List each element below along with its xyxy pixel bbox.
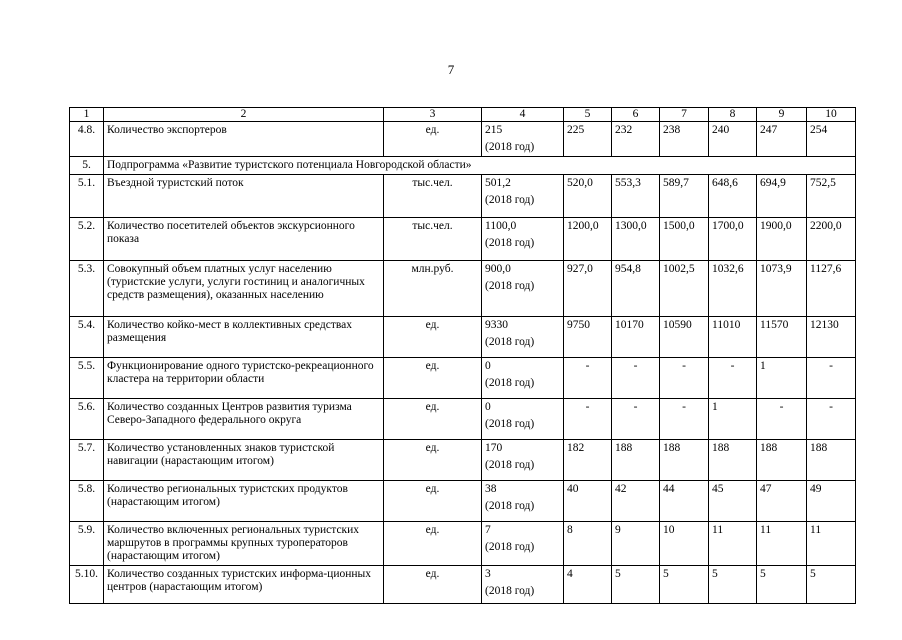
value-cell: 5 [612,566,660,604]
base-year: (2018 год) [485,140,535,153]
indicator-name: Въездной туристский поток [104,175,384,218]
value-cell: 247 [757,122,807,157]
table-row [70,481,856,522]
value-cell: 10 [660,522,709,566]
row-number: 4.8. [70,122,104,157]
base-value: 0 [485,360,491,372]
indicators-table [69,107,856,604]
value-cell: 694,9 [757,175,807,218]
base-year: (2018 год) [485,540,535,553]
base-value-cell [482,399,564,440]
value-cell: 553,3 [612,175,660,218]
column-header: 9 [757,108,807,122]
row-number: 5.5. [70,358,104,399]
value-cell: 11010 [709,317,757,358]
value-cell: 520,0 [564,175,612,218]
value-cell: 9 [612,522,660,566]
value-cell: - [660,399,709,440]
base-value: 38 [485,483,497,495]
base-value-cell [482,358,564,399]
table-row [70,358,856,399]
value-cell: 1900,0 [757,218,807,261]
value-cell: 1002,5 [660,261,709,317]
value-cell: 188 [612,440,660,481]
value-cell: 1073,9 [757,261,807,317]
base-year: (2018 год) [485,335,535,348]
value-cell: 1 [709,399,757,440]
base-value-cell [482,440,564,481]
value-cell: 240 [709,122,757,157]
column-header: 3 [384,108,482,122]
indicator-name: Количество посетителей объектов экскурсионного показа [104,218,384,261]
value-cell: 47 [757,481,807,522]
base-year: (2018 год) [485,458,535,471]
base-year: (2018 год) [485,193,535,206]
value-cell: 2200,0 [807,218,856,261]
base-value-cell [482,522,564,566]
base-value-cell [482,175,564,218]
base-value-cell [482,261,564,317]
value-cell: 1200,0 [564,218,612,261]
value-cell: 10590 [660,317,709,358]
base-value-cell [482,566,564,604]
base-value: 900,0 [485,263,511,275]
value-cell: - [709,358,757,399]
table-row [70,261,856,317]
base-value: 7 [485,524,491,536]
value-cell: 9750 [564,317,612,358]
indicator-name: Количество установленных знаков туристской навигации (нарастающим итогом) [104,440,384,481]
table-row [70,566,856,604]
value-cell: 648,6 [709,175,757,218]
indicator-name: Совокупный объем платных услуг населению (туристские услуги, услуги гостиниц и аналогичных средств размещения), оказанных населению [104,261,384,317]
value-cell: 225 [564,122,612,157]
unit-cell: тыс.чел. [384,218,482,261]
base-value: 501,2 [485,177,511,189]
unit-cell: ед. [384,481,482,522]
value-cell: 1032,6 [709,261,757,317]
base-value: 0 [485,401,491,413]
base-year: (2018 год) [485,236,535,249]
value-cell: - [564,399,612,440]
unit-cell: млн.руб. [384,261,482,317]
column-header: 6 [612,108,660,122]
row-number: 5.8. [70,481,104,522]
value-cell: 752,5 [807,175,856,218]
value-cell: 188 [807,440,856,481]
value-cell: 188 [660,440,709,481]
row-number: 5.7. [70,440,104,481]
table-row [70,218,856,261]
unit-cell: ед. [384,440,482,481]
base-value: 9330 [485,319,508,331]
column-header: 10 [807,108,856,122]
value-cell: 49 [807,481,856,522]
base-value: 3 [485,568,491,580]
base-value: 170 [485,442,503,454]
page-number: 7 [447,62,455,77]
value-cell: 188 [757,440,807,481]
value-cell: 11 [709,522,757,566]
value-cell: - [807,399,856,440]
table-row [70,175,856,218]
value-cell: - [757,399,807,440]
base-value: 215 [485,124,503,136]
indicator-name: Функционирование одного туристско-рекреационного кластера на территории области [104,358,384,399]
base-year: (2018 год) [485,584,535,597]
table-row [70,440,856,481]
value-cell: 40 [564,481,612,522]
value-cell: 5 [807,566,856,604]
row-number: 5.3. [70,261,104,317]
value-cell: 11 [757,522,807,566]
value-cell: 954,8 [612,261,660,317]
row-number: 5.4. [70,317,104,358]
value-cell: 5 [757,566,807,604]
value-cell: 238 [660,122,709,157]
value-cell: 4 [564,566,612,604]
table-row [70,122,856,157]
value-cell: 1700,0 [709,218,757,261]
value-cell: 1 [757,358,807,399]
base-year: (2018 год) [485,499,535,512]
value-cell: 1127,6 [807,261,856,317]
section-title: Подпрограмма «Развитие туристского потенциала Новгородской области» [104,157,856,175]
unit-cell: ед. [384,122,482,157]
base-value-cell [482,317,564,358]
row-number: 5.2. [70,218,104,261]
row-number: 5.10. [70,566,104,604]
row-number: 5.1. [70,175,104,218]
unit-cell: ед. [384,566,482,604]
base-year: (2018 год) [485,279,535,292]
value-cell: 10170 [612,317,660,358]
column-header: 7 [660,108,709,122]
base-value-cell [482,122,564,157]
value-cell: 5 [709,566,757,604]
base-value: 1100,0 [485,220,517,232]
row-number: 5.9. [70,522,104,566]
value-cell: 42 [612,481,660,522]
indicator-name: Количество созданных Центров развития туризма Северо-Западного федерального округа [104,399,384,440]
value-cell: 44 [660,481,709,522]
column-header: 5 [564,108,612,122]
table-row [70,399,856,440]
table-row [70,522,856,566]
value-cell: - [807,358,856,399]
indicator-name: Количество региональных туристских продуктов (нарастающим итогом) [104,481,384,522]
row-number: 5.6. [70,399,104,440]
value-cell: 1500,0 [660,218,709,261]
value-cell: 5 [660,566,709,604]
value-cell: - [660,358,709,399]
base-value-cell [482,481,564,522]
table-row [70,317,856,358]
unit-cell: ед. [384,317,482,358]
base-year: (2018 год) [485,376,535,389]
indicator-name: Количество созданных туристских информа-ционных центров (нарастающим итогом) [104,566,384,604]
value-cell: 45 [709,481,757,522]
unit-cell: ед. [384,399,482,440]
value-cell: 188 [709,440,757,481]
value-cell: 11 [807,522,856,566]
section-row [70,157,856,175]
column-header: 4 [482,108,564,122]
value-cell: 8 [564,522,612,566]
column-header: 8 [709,108,757,122]
value-cell: 182 [564,440,612,481]
indicator-name: Количество экспортеров [104,122,384,157]
unit-cell: тыс.чел. [384,175,482,218]
value-cell: 1300,0 [612,218,660,261]
value-cell: 12130 [807,317,856,358]
indicator-name: Количество включенных региональных туристских маршрутов в программы крупных туроператоров (нарастающим итогом) [104,522,384,566]
indicator-name: Количество койко-мест в коллективных средствах размещения [104,317,384,358]
unit-cell: ед. [384,522,482,566]
value-cell: 11570 [757,317,807,358]
value-cell: - [612,358,660,399]
base-year: (2018 год) [485,417,535,430]
value-cell: - [564,358,612,399]
base-value-cell [482,218,564,261]
unit-cell: ед. [384,358,482,399]
value-cell: 927,0 [564,261,612,317]
value-cell: 232 [612,122,660,157]
value-cell: - [612,399,660,440]
value-cell: 254 [807,122,856,157]
column-header: 1 [70,108,104,122]
column-header: 2 [104,108,384,122]
value-cell: 589,7 [660,175,709,218]
section-number: 5. [70,157,104,175]
header-row [70,108,856,122]
